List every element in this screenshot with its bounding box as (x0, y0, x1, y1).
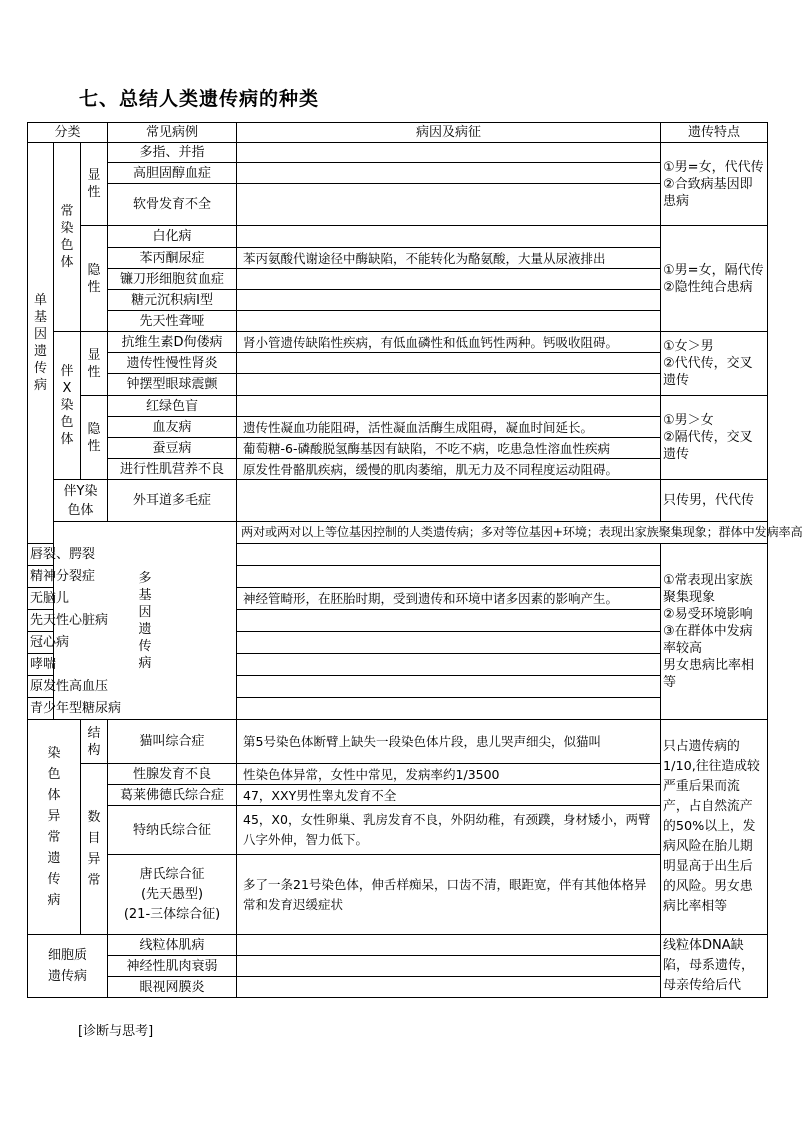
example-cell: 眼视网膜炎 (108, 977, 237, 998)
cause-cell (237, 676, 661, 698)
x-dominant-label: 显 性 (81, 332, 108, 396)
example-cell: 遗传性慢性肾炎 (108, 353, 237, 374)
example-cell: 葛莱佛德氏综合症 (108, 785, 237, 806)
cause-cell (237, 935, 661, 956)
example-cell: 哮喘 (28, 654, 54, 676)
example-cell: 进行性肌营养不良 (108, 459, 237, 480)
cause-cell: 原发性骨骼肌疾病，缓慢的肌肉萎缩，肌无力及不同程度运动阻碍。 (237, 459, 661, 480)
cause-cell: 47，XXY男性睾丸发育不全 (237, 785, 661, 806)
header-examples: 常见病例 (108, 123, 237, 143)
header-features: 遗传特点 (661, 123, 768, 143)
x-dominant-features: ①女＞男 ②代代传，交叉遗传 (661, 332, 768, 396)
autosomal-recessive-features: ①男=女，隔代传 ②隐性纯合患病 (661, 226, 768, 332)
x-linked-label: 伴 X 染 色 体 (54, 332, 81, 480)
cause-cell: 遗传性凝血功能阻碍，活性凝血活酶生成阻碍，凝血时间延长。 (237, 417, 661, 438)
cause-cell (237, 396, 661, 417)
cause-cell (237, 698, 661, 720)
cause-cell: 性染色体异常，女性中常见，发病率约1/3500 (237, 764, 661, 785)
table-row (28, 163, 768, 184)
y-linked-label: 伴Y染 色体 (54, 480, 108, 522)
table-row (28, 290, 768, 311)
cause-cell (237, 654, 661, 676)
example-cell: 镰刀形细胞贫血症 (108, 269, 237, 290)
cause-cell (237, 374, 661, 396)
example-cell: 糖元沉积病Ⅰ型 (108, 290, 237, 311)
cause-cell (237, 977, 661, 998)
table-row (28, 764, 768, 785)
table-row (28, 353, 768, 374)
table-row (28, 956, 768, 977)
cause-cell (237, 311, 661, 332)
cause-cell (237, 226, 661, 248)
table-row (28, 332, 768, 353)
cause-cell: 第5号染色体断臂上缺失一段染色体片段，患儿哭声细尖，似猫叫 (237, 720, 661, 764)
cause-cell (237, 143, 661, 163)
cause-cell (237, 269, 661, 290)
example-cell: 苯丙酮尿症 (108, 248, 237, 269)
table-row (28, 522, 768, 544)
example-cell: 抗维生素D佝偻病 (108, 332, 237, 353)
cause-cell (237, 632, 661, 654)
example-cell: 精神分裂症 (28, 566, 54, 588)
example-cell: 线粒体肌病 (108, 935, 237, 956)
example-cell-down-syndrome: 唐氏综合征 (先天愚型) (21-三体综合征) (108, 855, 237, 935)
chromosomal-features: 只占遗传病的1/10,往往造成较严重后果而流产，占自然流产的50%以上，发病风险在胎儿期明显高于出生后的风险。男女患病比率相等 (661, 720, 768, 935)
structure-label: 结 构 (81, 720, 108, 764)
cause-cell (237, 480, 661, 522)
example-cell: 红绿色盲 (108, 396, 237, 417)
y-linked-features: 只传男，代代传 (661, 480, 768, 522)
example-cell: 原发性高血压 (28, 676, 54, 698)
section-footer-label: [诊断与思考] (78, 1024, 154, 1039)
autosomal-label: 常 染 色 体 (54, 143, 81, 332)
multi-gene-summary: 两对或两对以上等位基因控制的人类遗传病；多对等位基因+环境；表现出家族聚集现象；群体中发病率高 (237, 522, 768, 544)
table-row (28, 935, 768, 956)
example-cell: 先天性聋哑 (108, 311, 237, 332)
cause-cell: 肾小管遗传缺陷性疾病，有低血磷性和低血钙性两种。钙吸收阻碍。 (237, 332, 661, 353)
table-row (28, 480, 768, 522)
example-cell: 神经性肌肉衰弱 (108, 956, 237, 977)
header-cause: 病因及病征 (237, 123, 661, 143)
header-category: 分类 (28, 123, 108, 143)
chromosomal-label: 染 色 体 异 常 遗 传 病 (28, 720, 81, 935)
cause-cell (237, 610, 661, 632)
autosomal-dominant-label: 显 性 (81, 143, 108, 226)
cause-cell (237, 290, 661, 311)
cytoplasmic-features: 线粒体DNA缺陷，母系遗传，母亲传给后代 (661, 935, 768, 998)
table-row (28, 459, 768, 480)
table-row (28, 184, 768, 226)
table-row (28, 374, 768, 396)
x-recessive-features: ①男＞女 ②隔代传，交叉遗传 (661, 396, 768, 480)
cause-cell (237, 566, 661, 588)
table-row (28, 417, 768, 438)
table-row (28, 311, 768, 332)
table-row (28, 855, 768, 935)
cause-cell (237, 163, 661, 184)
table-row (28, 143, 768, 163)
table-row (28, 977, 768, 998)
example-cell: 无脑儿 (28, 588, 54, 610)
table-row (28, 269, 768, 290)
table-row (28, 720, 768, 764)
table-row (28, 438, 768, 459)
example-cell: 外耳道多毛症 (108, 480, 237, 522)
cause-cell (237, 544, 661, 566)
cause-cell: 神经管畸形，在胚胎时期，受到遗传和环境中诸多因素的影响产生。 (237, 588, 661, 610)
example-cell: 多指、并指 (108, 143, 237, 163)
example-cell: 钟摆型眼球震颤 (108, 374, 237, 396)
example-cell: 青少年型糖尿病 (28, 698, 54, 720)
single-gene-label: 单 基 因 遗 传 病 (28, 143, 54, 544)
genetic-disease-table (27, 122, 802, 998)
page-title: 七、总结人类遗传病的种类 (79, 88, 320, 110)
cause-cell (237, 353, 661, 374)
example-cell: 唇裂、腭裂 (28, 544, 54, 566)
autosomal-dominant-features: ①男=女，代代传 ②合致病基因即患病 (661, 143, 768, 226)
example-cell: 冠心病 (28, 632, 54, 654)
example-cell: 先天性心脏病 (28, 610, 54, 632)
cause-cell (237, 184, 661, 226)
cause-cell (237, 956, 661, 977)
table-row (28, 806, 768, 855)
example-cell: 高胆固醇血症 (108, 163, 237, 184)
number-label: 数 目 异 常 (81, 764, 108, 935)
cause-cell: 多了一条21号染色体，伸舌样痴呆，口齿不清，眼距宽，伴有其他体格异常和发育迟缓症状 (237, 855, 661, 935)
table-row (28, 226, 768, 248)
x-recessive-label: 隐 性 (81, 396, 108, 480)
cytoplasmic-label: 细胞质 遗传病 (28, 935, 108, 998)
example-cell: 特纳氏综合征 (108, 806, 237, 855)
table-row (28, 785, 768, 806)
example-cell: 白化病 (108, 226, 237, 248)
multi-gene-features: ①常表现出家族聚集现象 ②易受环境影响 ③在群体中发病率较高 男女患病比率相等 (661, 544, 768, 720)
example-cell: 软骨发育不全 (108, 184, 237, 226)
example-cell: 血友病 (108, 417, 237, 438)
header-row (28, 123, 768, 143)
cause-cell: 苯丙氨酸代谢途径中酶缺陷，不能转化为酪氨酸，大量从尿液排出 (237, 248, 661, 269)
autosomal-recessive-label: 隐 性 (81, 226, 108, 332)
table-row (28, 396, 768, 417)
example-cell: 猫叫综合症 (108, 720, 237, 764)
multi-gene-label: 多 基 因 遗 传 病 (54, 522, 237, 720)
cause-cell: 葡萄糖-6-磷酸脱氢酶基因有缺陷，不吃不病，吃患急性溶血性疾病 (237, 438, 661, 459)
cause-cell: 45，X0，女性卵巢、乳房发育不良，外阴幼稚，有颈蹼，身材矮小，两臂八字外伸，智力低下。 (237, 806, 661, 855)
example-cell: 蚕豆病 (108, 438, 237, 459)
table-row (28, 248, 768, 269)
example-cell: 性腺发育不良 (108, 764, 237, 785)
